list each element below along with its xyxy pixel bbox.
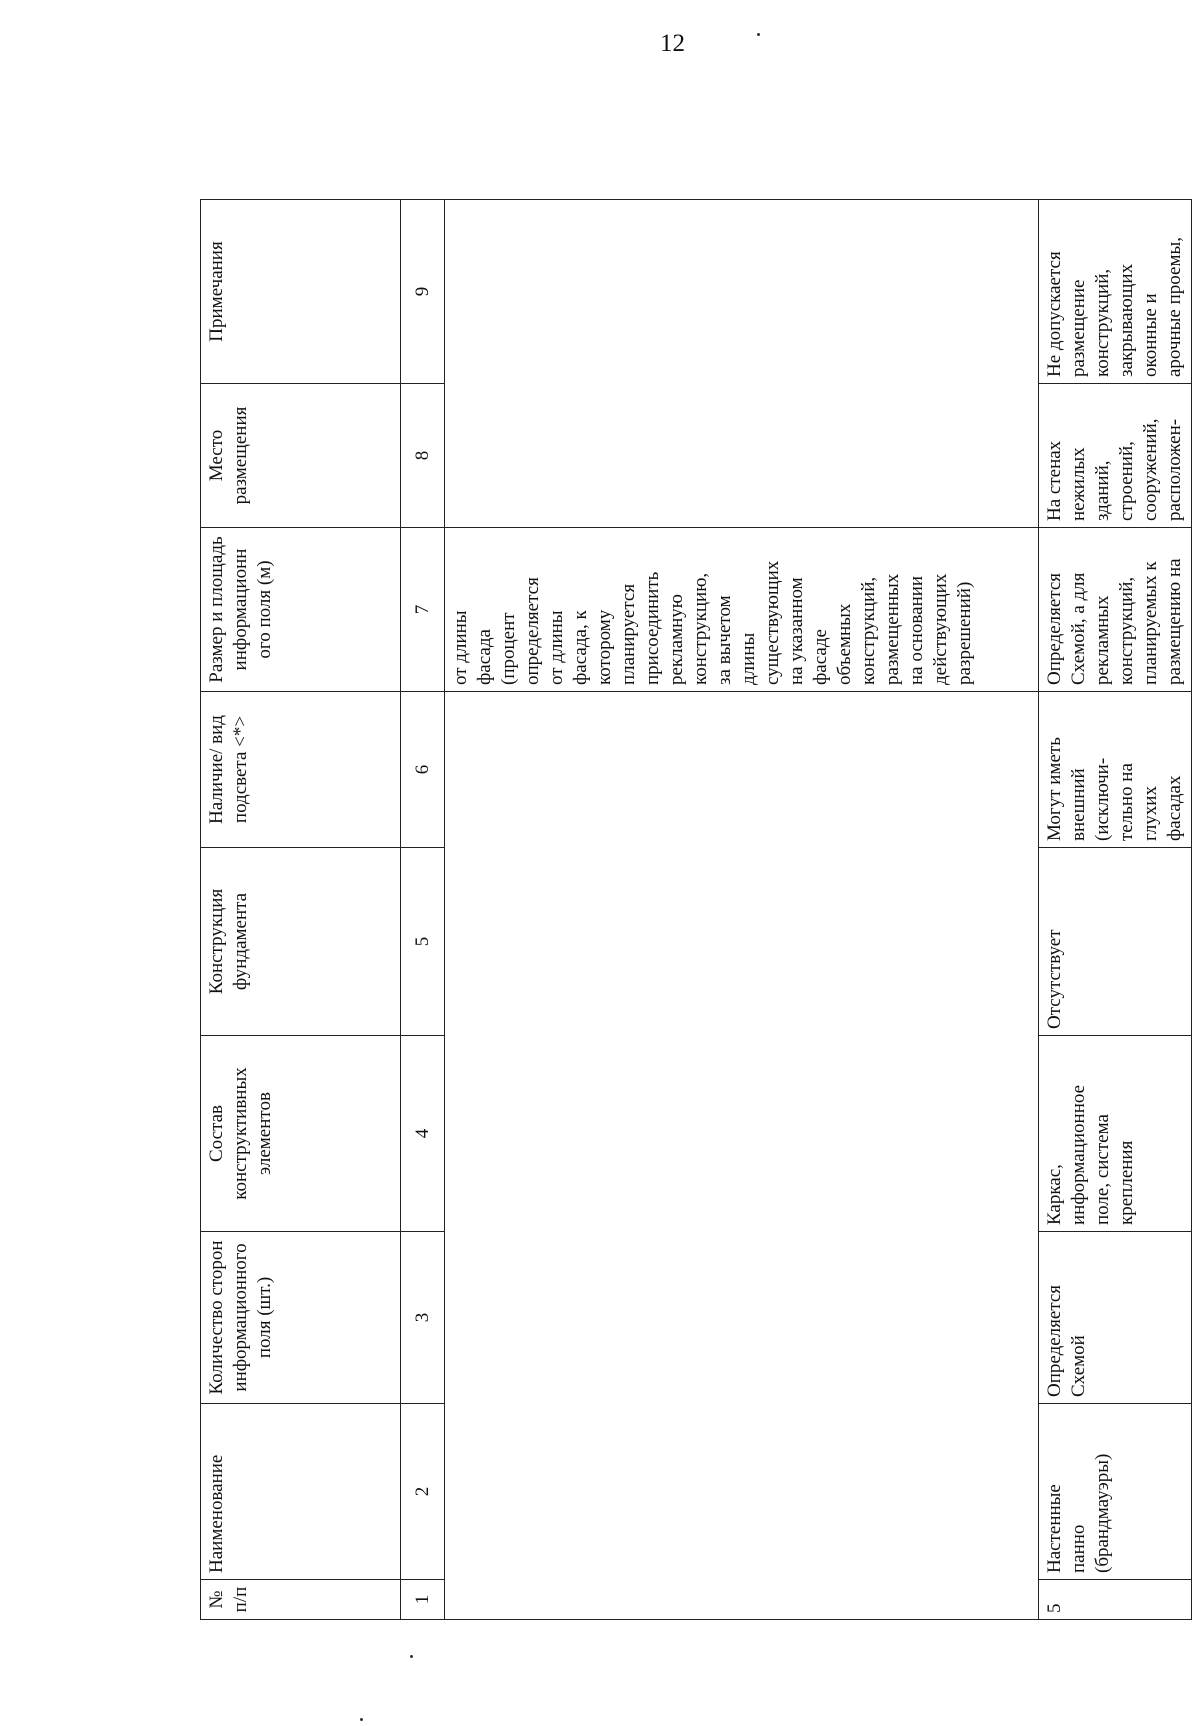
column-number: 1 bbox=[401, 1580, 445, 1620]
continuation-size-cell bbox=[445, 528, 1039, 692]
row5-foundation bbox=[1039, 848, 1192, 1036]
rotated-table bbox=[200, 200, 1185, 1620]
row5-size bbox=[1039, 528, 1192, 692]
advertising-structures-table bbox=[200, 199, 1192, 1620]
column-number: 5 bbox=[401, 848, 445, 1036]
column-number: 6 bbox=[401, 692, 445, 848]
row5-lighting bbox=[1039, 692, 1192, 848]
column-number: 2 bbox=[401, 1404, 445, 1580]
row5-sides bbox=[1039, 1232, 1192, 1404]
header-cell-sides: Количество сторон информационного поля (шт.) bbox=[201, 1232, 401, 1404]
column-number: 8 bbox=[401, 384, 445, 528]
continuation-row bbox=[445, 200, 1039, 1620]
row5-lighting-text: Могут иметь внешний (исключи- тельно на глухих фасадах bbox=[1044, 737, 1185, 841]
page-number: 12 bbox=[660, 30, 685, 57]
column-number: 3 bbox=[401, 1232, 445, 1404]
scan-speck bbox=[757, 33, 760, 36]
header-cell-name: Наименование bbox=[201, 1404, 401, 1580]
header-cell-size: Размер и площадь информационн ого поля (м) bbox=[201, 528, 401, 692]
column-number: 7 bbox=[401, 528, 445, 692]
column-number-row bbox=[401, 200, 445, 1620]
row5-notes-text: Не допускается размещение конструкций, закрывающих оконные и арочные проемы, bbox=[1044, 237, 1185, 377]
header-cell-elements: Состав конструктивных элементов bbox=[201, 1036, 401, 1232]
row5-name bbox=[1039, 1404, 1192, 1580]
row5-sides-text: Определяется Схемой bbox=[1044, 1284, 1089, 1397]
column-number: 9 bbox=[401, 200, 445, 384]
column-number: 4 bbox=[401, 1036, 445, 1232]
row5-foundation-text: Отсутствует bbox=[1044, 929, 1065, 1029]
table-row-5 bbox=[1039, 200, 1192, 1620]
header-cell-lighting: Наличие/ вид подсвета <*> bbox=[201, 692, 401, 848]
row5-elements bbox=[1039, 1036, 1192, 1232]
row5-number bbox=[1039, 1580, 1192, 1620]
row5-number-text: 5 bbox=[1044, 1603, 1065, 1613]
continuation-size-text: от длины фасада (процент определяется от длины фасада, к которому планируется присоединить рекламную конструкцию, за вычетом длины существующих на указанном фасаде объемных конструкций, размещенных на основании действующих разрешений) bbox=[450, 560, 975, 685]
row5-notes bbox=[1039, 200, 1192, 384]
header-cell-number: № п/п bbox=[201, 1580, 401, 1620]
scan-speck bbox=[410, 1655, 413, 1658]
row5-size-text: Определяется Схемой, а для рекламных конструкций, планируемых к размещению на bbox=[1044, 558, 1185, 685]
header-row bbox=[201, 200, 401, 1620]
header-cell-location: Место размещения bbox=[201, 384, 401, 528]
scan-speck bbox=[360, 1718, 363, 1721]
continuation-empty-cell bbox=[445, 200, 1039, 528]
row5-name-text: Настенные панно (брандмауэры) bbox=[1044, 1453, 1113, 1573]
row5-location-text: На стенах нежилых зданий, строений, сооружений, расположен- bbox=[1044, 418, 1185, 521]
row5-elements-text: Каркас, информационное поле, система крепления bbox=[1044, 1084, 1137, 1225]
header-cell-notes: Примечания bbox=[201, 200, 401, 384]
continuation-empty-cell bbox=[445, 692, 1039, 1620]
header-cell-foundation: Конструкция фундамента bbox=[201, 848, 401, 1036]
row5-location bbox=[1039, 384, 1192, 528]
